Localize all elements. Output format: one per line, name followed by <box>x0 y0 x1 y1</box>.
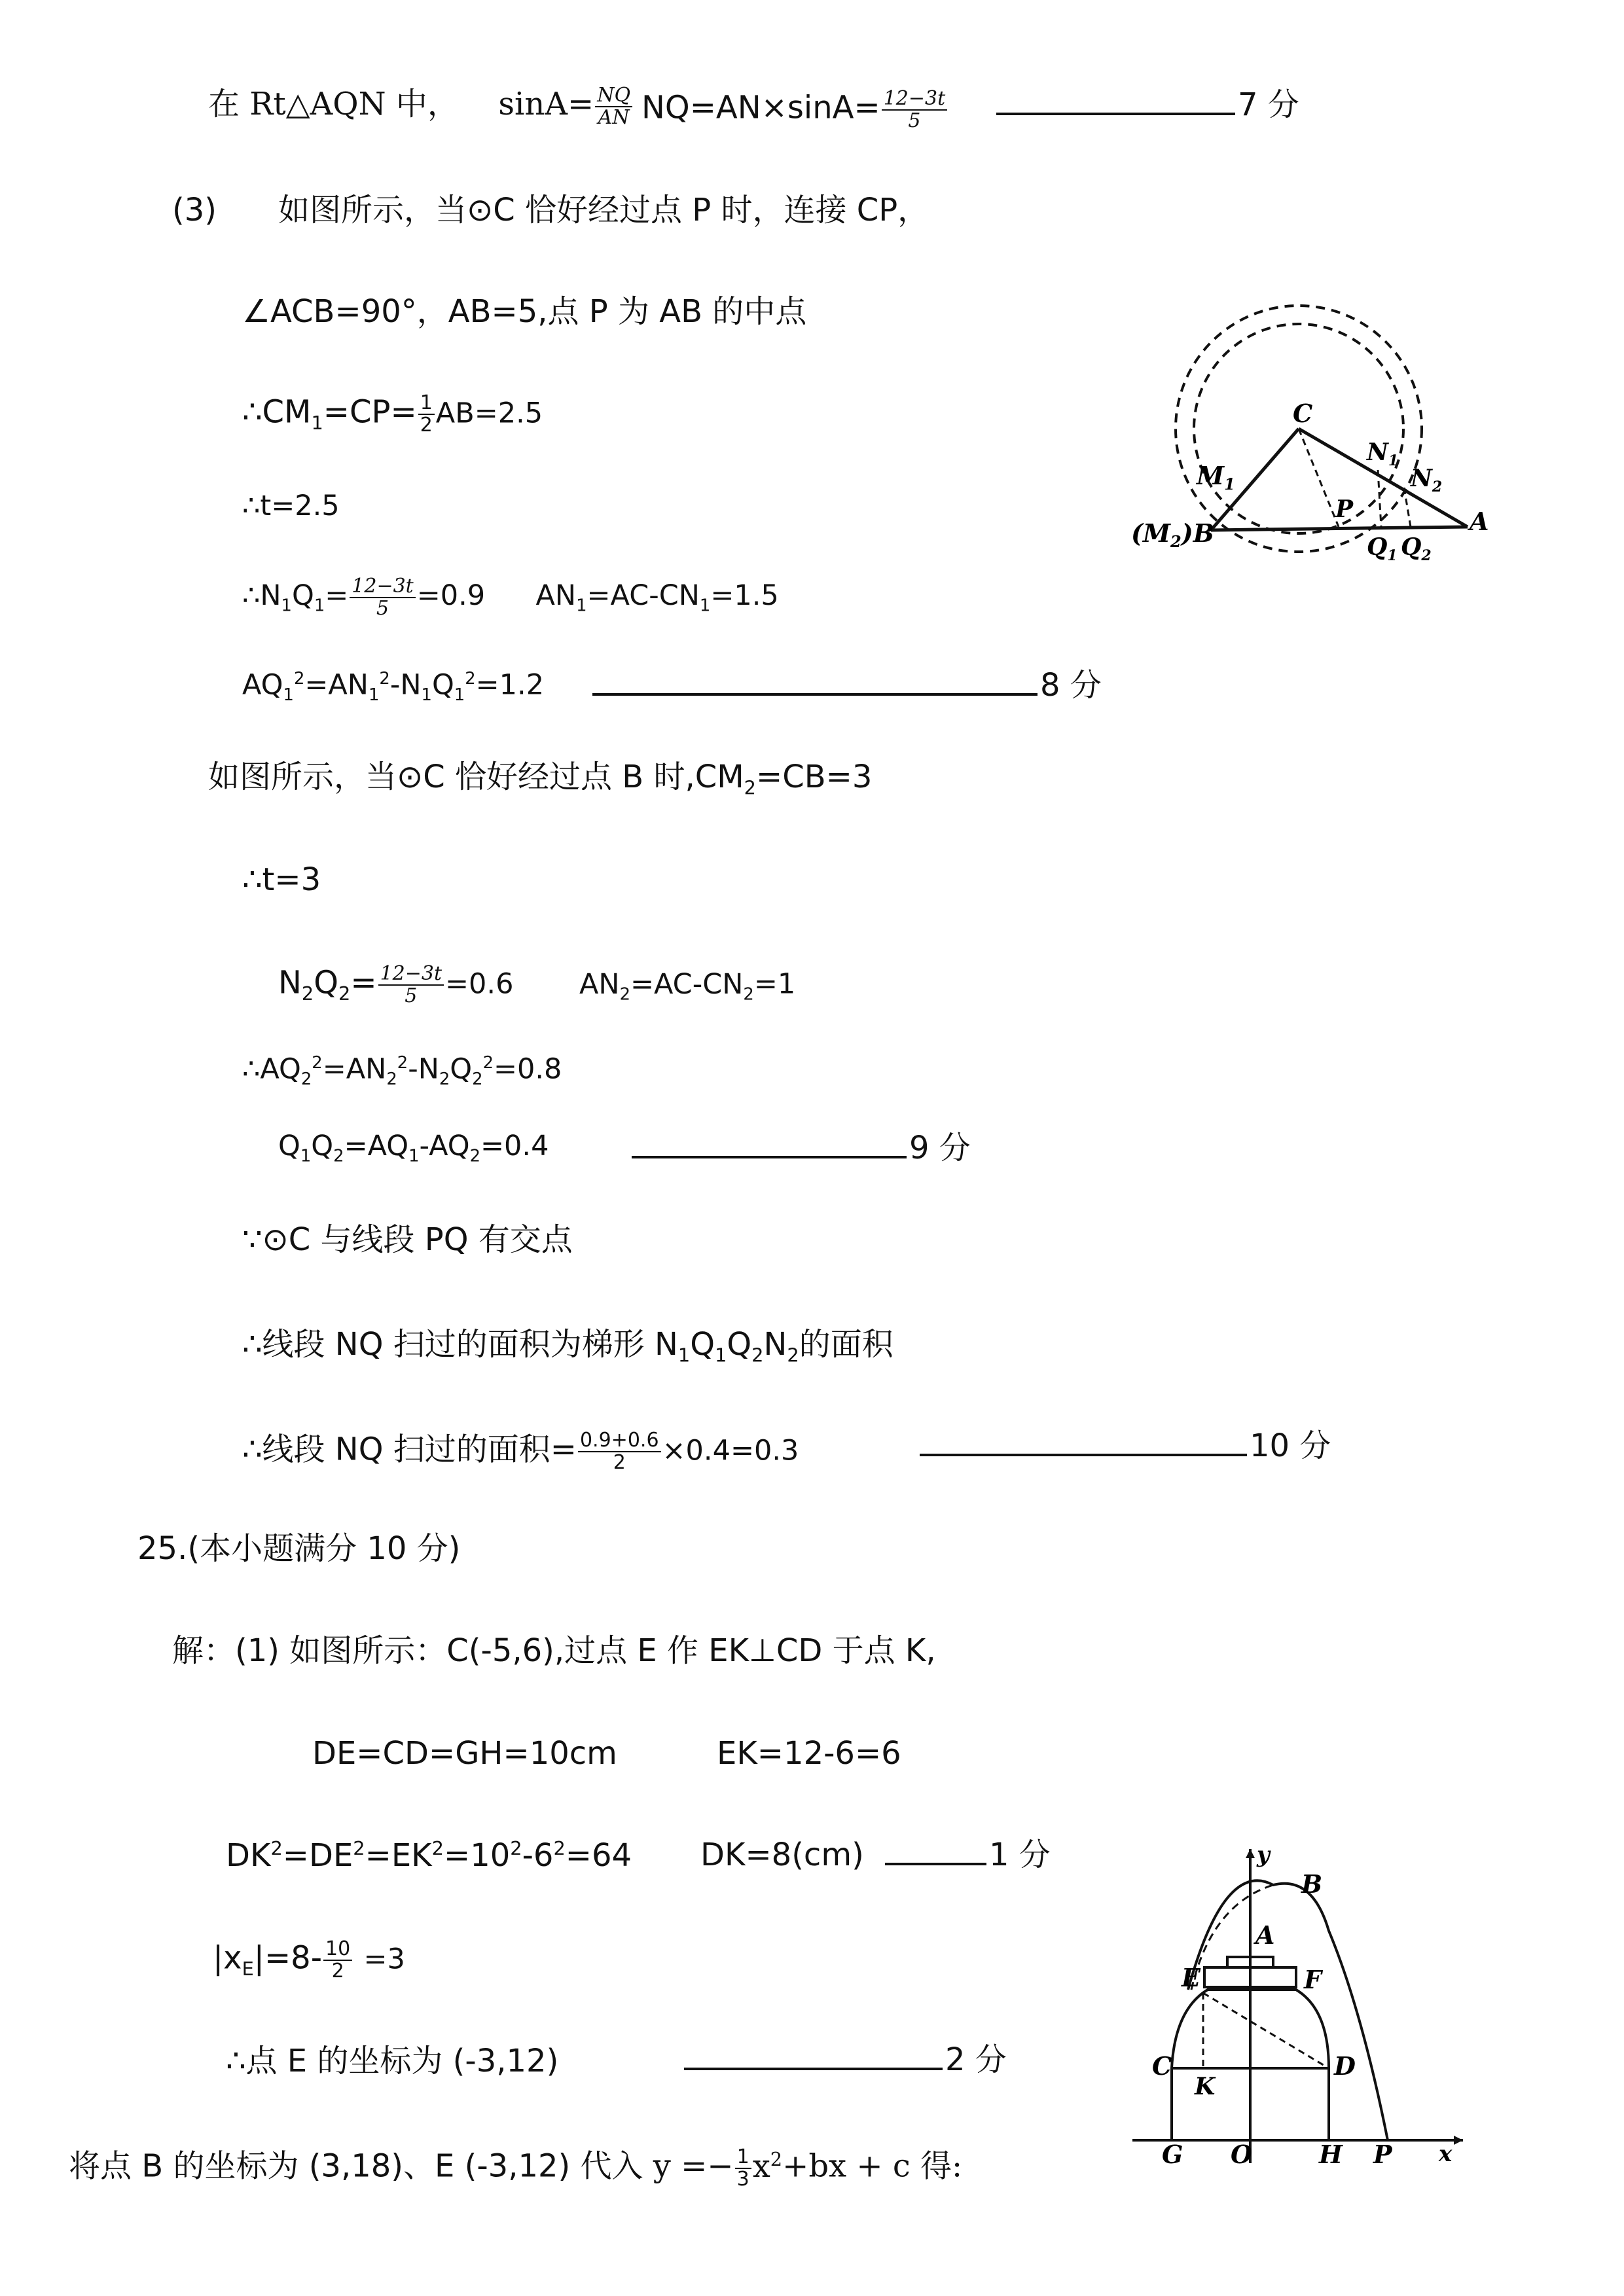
label-p: P <box>1373 2140 1392 2166</box>
t2-line: ∴t=3 <box>242 861 321 898</box>
label-e: E <box>1182 1963 1200 1992</box>
nq-label: NQ=AN×sinA= <box>641 89 880 126</box>
answer-blank <box>592 693 1038 696</box>
score-line-9 <box>632 1132 971 1164</box>
eq-y: y =− <box>653 2147 734 2185</box>
rt-triangle-text: 在 Rt△AQN 中， <box>208 86 459 122</box>
sweep-text: ∴线段 NQ 扫过的面积为梯形 N <box>242 1326 678 1363</box>
part3-label: (3) <box>172 192 217 228</box>
score-8: 8 分 <box>1040 667 1102 704</box>
frac-den: 3 <box>736 2167 749 2191</box>
answer-blank <box>684 2068 943 2070</box>
aq1-value: =1.2 <box>475 668 545 702</box>
an2-value: =1 <box>753 967 796 1001</box>
fraction-half <box>418 393 435 435</box>
de-line: DE=CD=GH=10cm <box>312 1735 617 1772</box>
frac-den: 5 <box>405 984 418 1007</box>
aq2-line: $\therefore AQ_2^2=AN_2^2-N_2Q_2^2=0.8$ <box>242 1052 562 1089</box>
cm1-line <box>242 393 543 435</box>
segment-n1q1 <box>1378 470 1381 527</box>
parabola-arch-diagram <box>1126 1839 1479 2166</box>
cm1-tail: AB=2.5 <box>435 397 543 430</box>
score-1: 1 分 <box>989 1837 1051 1873</box>
frac-num: 0.9+0.6 <box>578 1430 661 1452</box>
label-d: D <box>1334 2051 1356 2081</box>
sweep-result-text: ∴线段 NQ 扫过的面积= <box>242 1431 577 1468</box>
q1q2-line: $Q_1Q_2=AQ_1-AQ_2=0.4$ <box>278 1130 549 1166</box>
label-f: F <box>1304 1965 1322 1994</box>
y-arrow-icon <box>1246 1849 1255 1858</box>
label-c: C <box>1293 399 1313 428</box>
frac-num: 12−3t <box>882 88 947 111</box>
frac-den: 5 <box>908 109 921 132</box>
fraction-10-2 <box>323 1939 352 1981</box>
an1-text: AN <box>535 579 577 612</box>
score-line-2 <box>684 2041 1007 2078</box>
dk-value-line: DK=8(cm) <box>700 1837 864 1873</box>
sweep-area-line: ∴线段 NQ 扫过的面积为梯形 $N_1Q_1Q_2N_2$的面积 <box>242 1326 893 1367</box>
cm1-mid: =CP= <box>323 393 417 431</box>
label-q2: $Q_2$ <box>1401 533 1432 564</box>
label-k: K <box>1195 2073 1216 2100</box>
answer-blank <box>632 1156 907 1158</box>
dk2-mid: =10 <box>443 1837 511 1874</box>
score-line-8 <box>592 667 1102 704</box>
n1q1-value: =0.9 <box>416 579 486 612</box>
xe-value: =3 <box>363 1943 405 1976</box>
line-sin-nq <box>208 85 634 128</box>
frac-num: 1 <box>735 2147 751 2169</box>
label-b: B <box>1301 1869 1323 1899</box>
frac-den: 2 <box>613 1450 626 1474</box>
eq-tail: +bx + c 得: <box>782 2147 963 2185</box>
segment-ed <box>1203 1993 1329 2068</box>
circle-triangle-diagram <box>1119 295 1499 583</box>
an1-tail: =AC-CN <box>586 579 700 612</box>
an1-value: =1.5 <box>710 579 779 612</box>
aq1-line: $AQ_1^2=AN_1^2-N_1Q_1^2=1.2$ <box>242 668 545 705</box>
xe-mid: |=8- <box>253 1939 323 1977</box>
score-line-7 <box>996 86 1299 123</box>
label-q1: $Q_1$ <box>1367 533 1398 564</box>
n1q1-text: ∴N <box>242 579 281 612</box>
substitution-text: 将点 B 的坐标为 (3,18)、E (-3,12) 代入 <box>69 2147 643 2185</box>
answer-blank <box>996 113 1235 115</box>
score-line-10 <box>920 1427 1331 1464</box>
label-g: G <box>1162 2140 1183 2166</box>
frac-num: 12−3t <box>350 576 415 598</box>
sweep-result-line <box>242 1430 799 1473</box>
label-p: P <box>1335 495 1354 523</box>
label-n2: $N_2$ <box>1411 465 1443 495</box>
frac-den: 5 <box>376 596 389 620</box>
aq2-text: ∴AQ <box>242 1052 301 1086</box>
label-m2b: $(M_2)B$ <box>1131 518 1214 551</box>
part3-text: 如图所示，当⊙C 恰好经过点 P 时，连接 CP， <box>278 192 929 228</box>
q25-solution-intro: 解：(1) 如图所示：C(-5,6),过点 E 作 EK⊥CD 于点 K, <box>172 1632 936 1669</box>
score-7: 7 分 <box>1238 86 1299 123</box>
label-h: H <box>1319 2140 1343 2166</box>
pass-b-text: 如图所示，当⊙C 恰好经过点 B 时,CM <box>208 759 744 795</box>
score-9: 9 分 <box>909 1130 971 1166</box>
score-line-1 <box>885 1839 1051 1871</box>
line-nq-formula <box>641 88 948 131</box>
e-coordinate-line: ∴点 E 的坐标为 (-3,12) <box>226 2043 559 2079</box>
dk2-line: $DK^2=DE^2=EK^2=10^2-6^2=64$ <box>226 1837 632 1874</box>
frac-num: 12−3t <box>378 963 444 986</box>
frac-den: 2 <box>420 413 433 437</box>
fraction-sum <box>578 1430 661 1473</box>
label-y: y <box>1257 1842 1270 1868</box>
frac-den: AN <box>598 105 630 129</box>
frac-num: 10 <box>323 1939 352 1961</box>
parabola-curve <box>1188 1880 1388 2140</box>
label-n1: $N_1$ <box>1367 439 1399 469</box>
score-2: 2 分 <box>945 2041 1007 2078</box>
segment-cp <box>1299 429 1339 527</box>
sweep-result-tail: ×0.4=0.3 <box>662 1434 799 1467</box>
cm1-text: ∴CM <box>242 393 312 431</box>
angle-acb-line: ∠ACB=90°，AB=5,点 P 为 AB 的中点 <box>242 293 807 330</box>
frac-num: 1 <box>418 393 435 415</box>
answer-blank <box>920 1454 1247 1456</box>
pass-b-line: 如图所示，当⊙C 恰好经过点 B 时$,CM_2=CB=3$ <box>208 759 873 799</box>
fraction-third <box>735 2147 751 2189</box>
label-x: x <box>1439 2141 1453 2166</box>
fraction-12-3t <box>378 963 444 1006</box>
substitution-line: 将点 B 的坐标为 (3,18)、E (-3,12) 代入 y =− $\frac{1}{3}$ $x^2+bx + c$ 得: <box>69 2145 963 2191</box>
n2q2-value: =0.6 <box>445 967 514 1001</box>
n2q2-line: $N_2Q_2=$ $\frac{12-3t}{5}$ =0.6 $AN_2=AC-CN_2=1$ <box>278 962 796 1007</box>
ek-line: EK=12-6=6 <box>717 1735 901 1772</box>
xe-text: |x <box>213 1939 242 1977</box>
fraction-12-3t <box>882 88 947 131</box>
q25-title: 25.(本小题满分 10 分) <box>137 1530 461 1567</box>
pass-b-tail: =CB=3 <box>755 759 873 795</box>
xe-line <box>213 1939 405 1981</box>
answer-blank <box>885 1863 986 1865</box>
x-arrow-icon <box>1454 2136 1463 2145</box>
label-o: O <box>1231 2140 1253 2166</box>
sub-1: 1 <box>311 412 323 435</box>
segment-ab <box>1211 527 1468 530</box>
t1-line: ∴t=2.5 <box>242 490 340 522</box>
q1q2-value: =0.4 <box>480 1130 549 1162</box>
label-a: A <box>1255 1920 1275 1950</box>
frac-num: NQ <box>595 85 632 107</box>
aq2-value: =0.8 <box>494 1052 562 1086</box>
sweep-tail: 的面积 <box>799 1326 893 1363</box>
n1q1-line: $\therefore N_1Q_1=$ $\frac{12-3t}{5}$ =0.9 $AN_1=AC-CN_1=1.5$ <box>242 575 779 620</box>
fraction-nq-an <box>595 85 632 128</box>
dk2-value: =64 <box>565 1837 632 1874</box>
label-c: C <box>1152 2051 1172 2081</box>
fraction-12-3t <box>350 576 415 619</box>
label-m1: $M_1$ <box>1197 461 1235 493</box>
sin-label: sinA= <box>498 86 594 122</box>
sub-e: E <box>242 1958 254 1981</box>
frac-den: 2 <box>331 1959 344 1982</box>
score-10: 10 分 <box>1250 1427 1331 1464</box>
label-a: A <box>1470 507 1489 536</box>
because-line: ∵⊙C 与线段 PQ 有交点 <box>242 1221 573 1258</box>
